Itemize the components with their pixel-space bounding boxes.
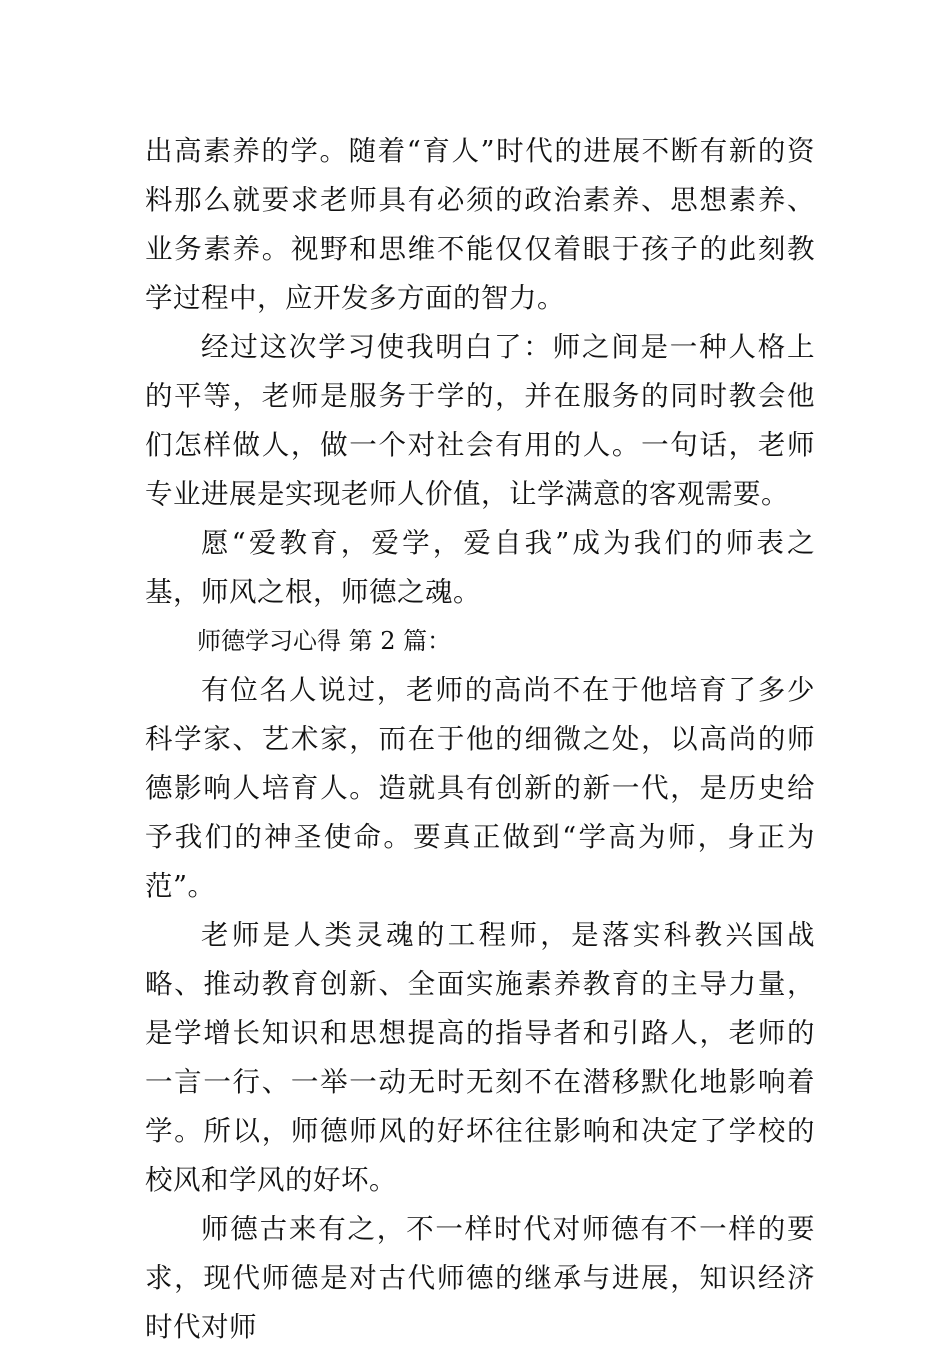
paragraph-4: 有位名人说过，老师的高尚不在于他培育了多少科学家、艺术家，而在于他的细微之处，以高尚的师德影响人培育人。造就具有创新的新一代，是历史给予我们的神圣使命。要真正做到“学高为师，身正为范”。 [145,674,815,902]
paragraph-2: 经过这次学习使我明白了：师之间是一种人格上的平等，老师是服务于学的，并在服务的同时教会他们怎样做人，做一个对社会有用的人。一句话，老师专业进展是实现老师人价值，让学满意的客观需要。 [145,331,815,510]
paragraph-5: 老师是人类灵魂的工程师，是落实科教兴国战略、推动教育创新、全面实施素养教育的主导力量，是学增长知识和思想提高的指导者和引路人，老师的一言一行、一举一动无时无刻不在潜移默化地影响着学。所以，师德师风的好坏往往影响和决定了学校的校风和学风的好坏。 [145,919,815,1196]
paragraph-6: 师德古来有之，不一样时代对师德有不一样的要求，现代师德是对古代师德的继承与进展，知识经济时代对师 [145,1213,815,1343]
section-heading: 师德学习心得 第 2 篇： [197,627,452,655]
paragraph-3: 愿“爱教育，爱学，爱自我”成为我们的师表之基，师风之根，师德之魂。 [145,527,815,608]
paragraph-1: 出高素养的学。随着“育人”时代的进展不断有新的资料那么就要求老师具有必须的政治素养、思想素养、业务素养。视野和思维不能仅仅着眼于孩子的此刻教学过程中，应开发多方面的智力。 [145,135,815,314]
document-body [145,127,815,1352]
